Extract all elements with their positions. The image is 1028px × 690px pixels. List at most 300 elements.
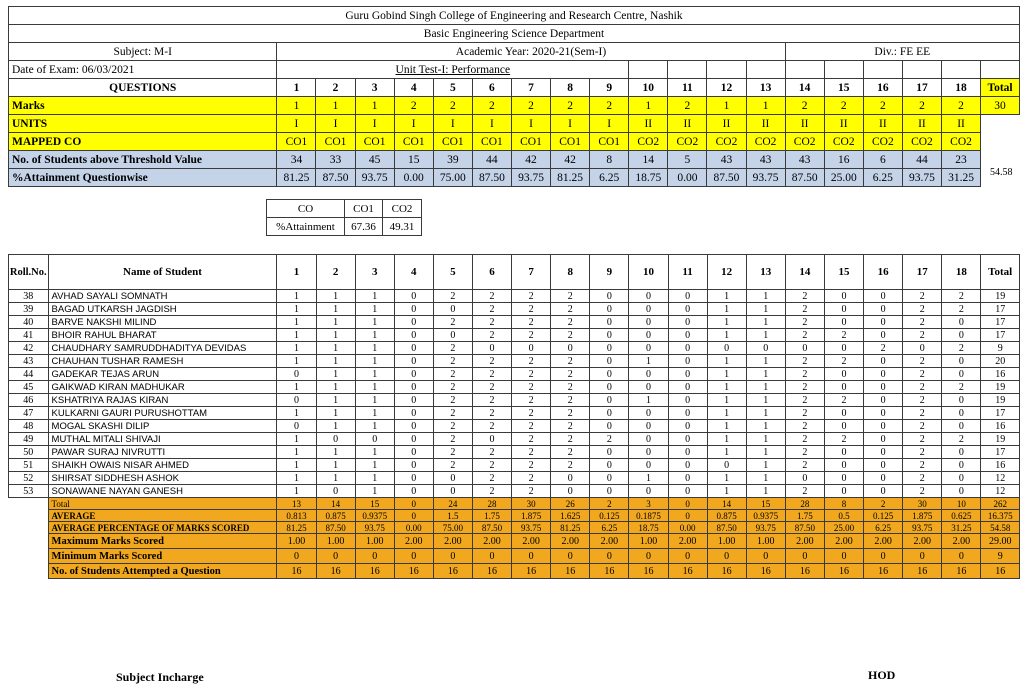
- student-name: GAIKWAD KIRAN MADHUKAR: [48, 381, 277, 394]
- score-cell: 0: [629, 381, 668, 394]
- marks-value: 2: [785, 97, 824, 115]
- score-cell: 1: [746, 433, 785, 446]
- marks-value: 2: [394, 97, 433, 115]
- score-cell: 0: [864, 420, 903, 433]
- attainment-value: 25.00: [824, 169, 863, 187]
- score-cell: 2: [512, 303, 551, 316]
- score-cell: 1: [707, 394, 746, 407]
- attainment-label: %Attainment Questionwise: [9, 169, 277, 187]
- summary-value: 0: [472, 549, 511, 564]
- score-cell: 2: [472, 368, 511, 381]
- attainment-value: 81.25: [551, 169, 590, 187]
- score-cell: 2: [903, 368, 942, 381]
- score-cell: 2: [472, 446, 511, 459]
- score-cell: 0: [590, 446, 629, 459]
- question-number: 5: [433, 79, 472, 97]
- summary-value: 0: [785, 549, 824, 564]
- marks-value: 1: [316, 97, 355, 115]
- score-cell: 1: [707, 381, 746, 394]
- score-cell: 1: [316, 407, 355, 420]
- score-cell: 2: [942, 342, 981, 355]
- threshold-value: 33: [316, 151, 355, 169]
- score-cell: 2: [903, 316, 942, 329]
- score-cell: 1: [316, 329, 355, 342]
- blank-cell: [981, 115, 1020, 133]
- exam-date: Date of Exam: 06/03/2021: [9, 61, 277, 79]
- summary-value: 0: [942, 549, 981, 564]
- student-row: [9, 316, 1020, 329]
- score-cell: 1: [355, 381, 394, 394]
- score-cell: 0: [629, 446, 668, 459]
- roll-number: 50: [9, 446, 49, 459]
- summary-value: 3: [629, 498, 668, 510]
- score-cell: 1: [277, 446, 316, 459]
- question-number: 6: [472, 79, 511, 97]
- score-cell: 0: [394, 459, 433, 472]
- score-cell: 2: [512, 407, 551, 420]
- score-cell: 0: [394, 446, 433, 459]
- summary-value: 2.00: [512, 534, 551, 549]
- summary-value: 1.00: [707, 534, 746, 549]
- mapped-co-label: MAPPED CO: [9, 133, 277, 151]
- marks-value: 2: [902, 97, 941, 115]
- co-value: CO2: [785, 133, 824, 151]
- summary-row: [9, 510, 1020, 522]
- question-number: 3: [355, 79, 394, 97]
- score-cell: 1: [355, 407, 394, 420]
- summary-value: 93.75: [903, 522, 942, 534]
- score-cell: 2: [433, 290, 472, 303]
- threshold-value: 23: [941, 151, 980, 169]
- questions-label: QUESTIONS: [9, 79, 277, 97]
- score-cell: 2: [903, 290, 942, 303]
- summary-value: 16: [472, 564, 511, 579]
- summary-value: 0: [668, 510, 707, 522]
- student-marks-table: [8, 254, 1020, 579]
- summary-value: 8: [824, 498, 863, 510]
- summary-value: 0.1875: [629, 510, 668, 522]
- attainment-value: 93.75: [746, 169, 785, 187]
- score-cell: 0: [590, 407, 629, 420]
- score-cell: 0: [864, 485, 903, 498]
- question-header: 13: [746, 255, 785, 290]
- student-total: 19: [981, 433, 1020, 446]
- marks-value: 2: [472, 97, 511, 115]
- score-cell: 1: [629, 472, 668, 485]
- score-cell: 1: [746, 394, 785, 407]
- score-cell: 0: [551, 472, 590, 485]
- score-cell: 2: [551, 394, 590, 407]
- score-cell: 0: [433, 303, 472, 316]
- score-cell: 0: [472, 342, 511, 355]
- roll-number: 38: [9, 290, 49, 303]
- score-cell: 0: [824, 303, 863, 316]
- attainment-value: 31.25: [941, 169, 980, 187]
- unit-value: I: [472, 115, 511, 133]
- score-cell: 2: [903, 303, 942, 316]
- summary-value: 0: [551, 549, 590, 564]
- summary-value: 0: [590, 549, 629, 564]
- score-cell: 1: [746, 407, 785, 420]
- summary-value: 0: [864, 549, 903, 564]
- student-name: CHAUDHARY SAMRUDDHADITYA DEVIDAS: [48, 342, 277, 355]
- student-name: KSHATRIYA RAJAS KIRAN: [48, 394, 277, 407]
- question-number: 15: [824, 79, 863, 97]
- score-cell: 1: [316, 381, 355, 394]
- score-cell: 0: [629, 485, 668, 498]
- question-header: 6: [472, 255, 511, 290]
- score-cell: 0: [629, 290, 668, 303]
- summary-value: 0.813: [277, 510, 316, 522]
- question-number: 11: [668, 79, 707, 97]
- co-value: CO1: [511, 133, 550, 151]
- score-cell: 0: [942, 316, 981, 329]
- threshold-value: 44: [902, 151, 941, 169]
- score-cell: 1: [277, 485, 316, 498]
- score-cell: 0: [590, 303, 629, 316]
- score-cell: 0: [668, 420, 707, 433]
- summary-value: 0: [746, 549, 785, 564]
- score-cell: 0: [590, 316, 629, 329]
- student-rows: [9, 290, 1020, 498]
- summary-value: 0: [903, 549, 942, 564]
- score-cell: 0: [864, 394, 903, 407]
- subject-incharge-signature: Subject Incharge: [116, 670, 204, 684]
- score-cell: 0: [590, 381, 629, 394]
- summary-value: 1.00: [277, 534, 316, 549]
- unit-value: II: [746, 115, 785, 133]
- roll-number: 43: [9, 355, 49, 368]
- student-total: 16: [981, 420, 1020, 433]
- score-cell: 2: [903, 472, 942, 485]
- score-cell: 0: [629, 459, 668, 472]
- score-cell: 2: [433, 368, 472, 381]
- score-cell: 1: [355, 342, 394, 355]
- roll-number: 52: [9, 472, 49, 485]
- threshold-value: 42: [551, 151, 590, 169]
- score-cell: 0: [668, 433, 707, 446]
- question-number: 13: [746, 79, 785, 97]
- score-cell: 2: [903, 355, 942, 368]
- question-number: 17: [902, 79, 941, 97]
- student-total: 16: [981, 368, 1020, 381]
- summary-value: 16: [707, 564, 746, 579]
- summary-value: 14: [316, 498, 355, 510]
- score-cell: 0: [942, 355, 981, 368]
- summary-value: 0: [629, 549, 668, 564]
- student-total: 17: [981, 316, 1020, 329]
- blank-cell: [629, 61, 668, 79]
- score-cell: 2: [551, 316, 590, 329]
- threshold-value: 43: [785, 151, 824, 169]
- score-cell: 2: [785, 407, 824, 420]
- student-name: BARVE NAKSHI MILIND: [48, 316, 277, 329]
- student-name: SHAIKH OWAIS NISAR AHMED: [48, 459, 277, 472]
- score-cell: 1: [746, 485, 785, 498]
- question-number: 12: [707, 79, 746, 97]
- attainment-value: 81.25: [277, 169, 316, 187]
- score-cell: 0: [668, 472, 707, 485]
- summary-value: 18.75: [629, 522, 668, 534]
- blank-cell: [9, 549, 49, 564]
- score-cell: 0: [824, 290, 863, 303]
- score-cell: 2: [551, 459, 590, 472]
- score-cell: 1: [746, 355, 785, 368]
- question-number: 16: [863, 79, 902, 97]
- unit-value: II: [785, 115, 824, 133]
- student-row: [9, 394, 1020, 407]
- summary-value: 1.75: [472, 510, 511, 522]
- score-cell: 1: [316, 368, 355, 381]
- score-cell: 0: [394, 355, 433, 368]
- score-cell: 2: [512, 316, 551, 329]
- score-cell: 1: [277, 459, 316, 472]
- student-name: AVHAD SAYALI SOMNATH: [48, 290, 277, 303]
- score-cell: 0: [629, 433, 668, 446]
- student-total: 19: [981, 394, 1020, 407]
- score-cell: 1: [355, 472, 394, 485]
- score-cell: 0: [864, 355, 903, 368]
- test-name: Unit Test-I: Performance: [277, 61, 629, 79]
- score-cell: 0: [394, 329, 433, 342]
- summary-value: 16: [942, 564, 981, 579]
- threshold-value: 14: [629, 151, 668, 169]
- blank-cell: [785, 61, 824, 79]
- score-cell: 0: [942, 472, 981, 485]
- summary-value: 25.00: [824, 522, 863, 534]
- summary-value: 16: [512, 564, 551, 579]
- student-name: KULKARNI GAURI PURUSHOTTAM: [48, 407, 277, 420]
- summary-value: 16: [355, 564, 394, 579]
- student-row: [9, 407, 1020, 420]
- score-cell: 0: [277, 368, 316, 381]
- blank-cell: [941, 61, 980, 79]
- summary-value: 2: [590, 498, 629, 510]
- summary-value: 0: [355, 549, 394, 564]
- roll-number: 53: [9, 485, 49, 498]
- summary-value: 0: [316, 549, 355, 564]
- summary-value: 0.875: [707, 510, 746, 522]
- summary-value: 0: [824, 549, 863, 564]
- score-cell: 0: [864, 407, 903, 420]
- score-cell: 0: [629, 316, 668, 329]
- score-cell: 2: [512, 368, 551, 381]
- score-cell: 1: [316, 459, 355, 472]
- summary-value: 75.00: [433, 522, 472, 534]
- summary-value: 81.25: [551, 522, 590, 534]
- student-row: [9, 329, 1020, 342]
- score-cell: 2: [551, 446, 590, 459]
- score-cell: 0: [942, 446, 981, 459]
- summary-value: 6.25: [590, 522, 629, 534]
- score-cell: 0: [864, 290, 903, 303]
- score-cell: 0: [668, 355, 707, 368]
- score-cell: 2: [472, 420, 511, 433]
- summary-value: 2.00: [394, 534, 433, 549]
- score-cell: 1: [707, 446, 746, 459]
- score-cell: 2: [903, 420, 942, 433]
- score-cell: 2: [942, 290, 981, 303]
- score-cell: 1: [746, 420, 785, 433]
- question-header: 10: [629, 255, 668, 290]
- score-cell: 0: [824, 472, 863, 485]
- marks-value: 2: [824, 97, 863, 115]
- score-cell: 1: [746, 459, 785, 472]
- question-header: 9: [590, 255, 629, 290]
- summary-total: 9: [981, 549, 1020, 564]
- student-name: MUTHAL MITALI SHIVAJI: [48, 433, 277, 446]
- threshold-value: 39: [433, 151, 472, 169]
- score-cell: 2: [551, 433, 590, 446]
- co1-header: CO1: [345, 200, 383, 218]
- score-cell: 0: [824, 446, 863, 459]
- score-cell: 2: [903, 394, 942, 407]
- question-number: 2: [316, 79, 355, 97]
- summary-label: AVERAGE PERCENTAGE OF MARKS SCORED: [48, 522, 277, 534]
- score-cell: 2: [551, 290, 590, 303]
- threshold-label: No. of Students above Threshold Value: [9, 151, 277, 169]
- summary-value: 16: [629, 564, 668, 579]
- summary-row: [9, 534, 1020, 549]
- question-number: 7: [511, 79, 550, 97]
- summary-value: 1.00: [355, 534, 394, 549]
- unit-value: I: [433, 115, 472, 133]
- summary-label: Total: [48, 498, 277, 510]
- score-cell: 0: [551, 342, 590, 355]
- score-cell: 0: [668, 342, 707, 355]
- score-cell: 1: [277, 472, 316, 485]
- summary-value: 1.75: [785, 510, 824, 522]
- co-value: CO2: [902, 133, 941, 151]
- question-number: 14: [785, 79, 824, 97]
- score-cell: 0: [824, 485, 863, 498]
- summary-value: 16: [824, 564, 863, 579]
- score-cell: 0: [668, 381, 707, 394]
- score-cell: 2: [551, 355, 590, 368]
- student-row: [9, 459, 1020, 472]
- score-cell: 1: [277, 290, 316, 303]
- blank-cell: [824, 61, 863, 79]
- score-cell: 0: [668, 407, 707, 420]
- score-cell: 2: [551, 329, 590, 342]
- unit-value: II: [668, 115, 707, 133]
- marks-value: 2: [590, 97, 629, 115]
- score-cell: 2: [903, 446, 942, 459]
- student-row: [9, 472, 1020, 485]
- co-value: CO1: [433, 133, 472, 151]
- total-header: Total: [981, 255, 1020, 290]
- score-cell: 1: [707, 355, 746, 368]
- score-cell: 1: [277, 316, 316, 329]
- score-cell: 0: [864, 459, 903, 472]
- score-cell: 1: [316, 355, 355, 368]
- score-cell: 1: [707, 329, 746, 342]
- summary-value: 16: [590, 564, 629, 579]
- score-cell: 2: [512, 355, 551, 368]
- units-label: UNITS: [9, 115, 277, 133]
- threshold-value: 8: [590, 151, 629, 169]
- student-row: [9, 485, 1020, 498]
- score-cell: 0: [590, 342, 629, 355]
- score-cell: 2: [864, 342, 903, 355]
- score-cell: 2: [785, 355, 824, 368]
- score-cell: 1: [355, 394, 394, 407]
- score-cell: 2: [433, 342, 472, 355]
- blank-cell: [902, 61, 941, 79]
- summary-value: 2.00: [668, 534, 707, 549]
- attainment-value: 87.50: [707, 169, 746, 187]
- marks-value: 1: [707, 97, 746, 115]
- summary-row: [9, 564, 1020, 579]
- marks-value: 1: [629, 97, 668, 115]
- roll-number: 46: [9, 394, 49, 407]
- score-cell: 2: [785, 459, 824, 472]
- blank-cell: [981, 61, 1020, 79]
- unit-value: II: [629, 115, 668, 133]
- question-header: 16: [864, 255, 903, 290]
- score-cell: 1: [746, 316, 785, 329]
- score-cell: 1: [746, 290, 785, 303]
- score-cell: 2: [551, 368, 590, 381]
- summary-value: 2.00: [824, 534, 863, 549]
- summary-row: [9, 522, 1020, 534]
- summary-value: 1.00: [316, 534, 355, 549]
- summary-value: 0: [277, 549, 316, 564]
- summary-value: 1.875: [512, 510, 551, 522]
- co2-header: CO2: [383, 200, 422, 218]
- question-header: 4: [394, 255, 433, 290]
- co-value: CO2: [863, 133, 902, 151]
- score-cell: 0: [394, 368, 433, 381]
- summary-value: 16: [394, 564, 433, 579]
- score-cell: 1: [707, 420, 746, 433]
- score-cell: 2: [472, 485, 511, 498]
- attainment-value: 0.00: [394, 169, 433, 187]
- student-total: 19: [981, 290, 1020, 303]
- score-cell: 0: [277, 394, 316, 407]
- score-cell: 1: [277, 433, 316, 446]
- marks-value: 1: [355, 97, 394, 115]
- summary-value: 28: [785, 498, 824, 510]
- summary-value: 31.25: [942, 522, 981, 534]
- student-total: 17: [981, 407, 1020, 420]
- department-name: Basic Engineering Science Department: [9, 25, 1020, 43]
- attainment-value: 18.75: [629, 169, 668, 187]
- student-row: [9, 420, 1020, 433]
- student-row: [9, 368, 1020, 381]
- student-row: [9, 446, 1020, 459]
- score-cell: 1: [316, 394, 355, 407]
- score-cell: 1: [355, 368, 394, 381]
- score-cell: 2: [903, 433, 942, 446]
- roll-no-header: Roll.No.: [9, 255, 49, 290]
- co-value: CO1: [551, 133, 590, 151]
- summary-value: 0.00: [668, 522, 707, 534]
- score-cell: 2: [551, 407, 590, 420]
- unit-value: II: [863, 115, 902, 133]
- summary-value: 16: [316, 564, 355, 579]
- score-cell: 0: [433, 472, 472, 485]
- attainment-value: 87.50: [472, 169, 511, 187]
- student-row: [9, 381, 1020, 394]
- score-cell: 2: [551, 381, 590, 394]
- score-cell: 2: [512, 446, 551, 459]
- score-cell: 0: [824, 381, 863, 394]
- student-name: GADEKAR TEJAS ARUN: [48, 368, 277, 381]
- score-cell: 2: [903, 381, 942, 394]
- summary-value: 1.625: [551, 510, 590, 522]
- attainment-value: 93.75: [902, 169, 941, 187]
